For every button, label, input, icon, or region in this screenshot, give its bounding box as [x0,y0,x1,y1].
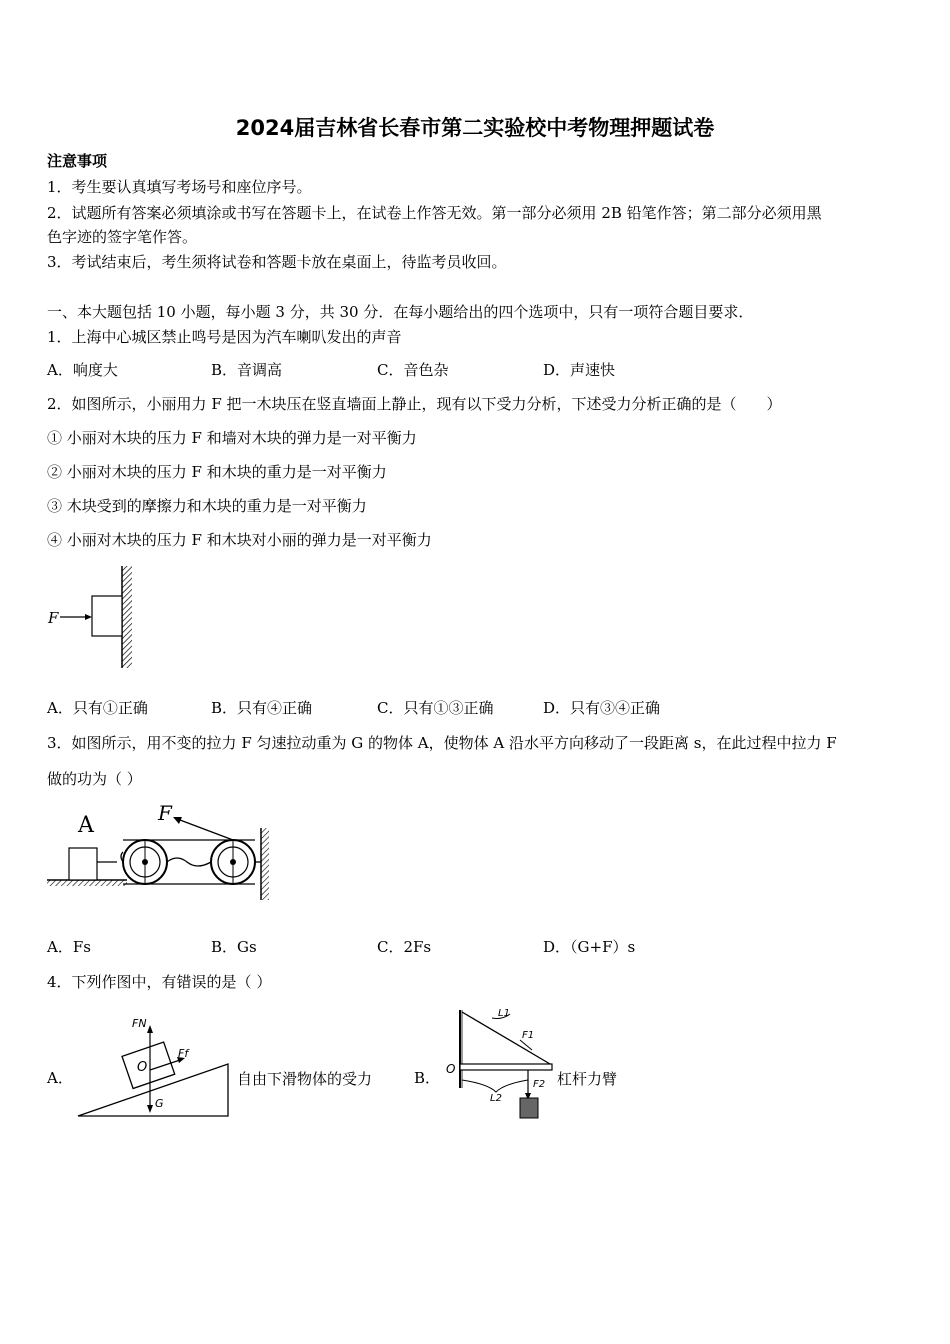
q2-statement-3: ③ 木块受到的摩擦力和木块的重力是一对平衡力 [47,497,367,515]
notice-item-1: 1．考生要认真填写考场号和座位序号。 [47,178,312,196]
section-1-heading: 一、本大题包括 10 小题，每小题 3 分，共 30 分．在每小题给出的四个选项中，只有一项符合题目要求． [47,303,754,321]
wall-hatch [261,828,269,900]
q2-statement-4: ④ 小丽对木块的压力 F 和木块对小丽的弹力是一对平衡力 [47,531,432,549]
q2-statement-2: ② 小丽对木块的压力 F 和木块的重力是一对平衡力 [47,463,387,481]
q4-b-l2-label: L2 [490,1093,502,1104]
q2-figure-f-label: F [48,609,59,627]
notice-item-2a: 2．试题所有答案必须填涂或书写在答题卡上，在试卷上作答无效。第一部分必须用 2B 铅笔作答；第二部分必须用黑 [47,204,822,222]
q4-a-g-label: G [155,1097,164,1110]
lever-string [462,1012,550,1064]
q4-a-ff-label: Ff [178,1047,189,1060]
q4-figure-b [448,1008,558,1124]
hanging-weight [520,1098,538,1118]
q2-option-b: B．只有④正确 [211,699,313,717]
q2-statement-1: ① 小丽对木块的压力 F 和墙对木块的弹力是一对平衡力 [47,429,417,447]
q3-option-a: A．Fs [47,938,91,956]
block-a [69,848,97,880]
notice-item-3: 3．考试结束后，考生须将试卷和答题卡放在桌面上，待监考员收回。 [47,253,507,271]
wall-hatch [122,566,132,668]
q4-b-f2-label: F2 [533,1079,546,1090]
q2-stem: 2．如图所示，小丽用力 F 把一木块压在竖直墙面上静止，现有以下受力分析，下述受力分析正确的是（ ） [47,395,782,413]
q3-stem-2: 做的功为（ ） [47,770,142,788]
q4-option-a-caption: 自由下滑物体的受力 [237,1070,373,1088]
wood-block [92,596,122,636]
q1-option-d: D．声速快 [543,361,616,379]
q1-stem: 1．上海中心城区禁止鸣号是因为汽车喇叭发出的声音 [47,328,402,346]
q3-option-d: D．（G+F）s [543,938,636,956]
q4-option-a-label: A． [47,1069,73,1087]
q3-option-b: B．Gs [211,938,257,956]
q3-stem-1: 3．如图所示，用不变的拉力 F 匀速拉动重为 G 的物体 A，使物体 A 沿水平方向移动了一段距离 s，在此过程中拉力 F [47,734,837,752]
q3-figure-a-label: A [78,813,94,838]
q4-stem: 4．下列作图中，有错误的是（ ） [47,973,272,991]
q2-option-d: D．只有③④正确 [543,699,661,717]
q3-figure-f-label: F [158,801,172,825]
q2-option-c: C．只有①③正确 [377,699,494,717]
q1-option-c: C．音色杂 [377,361,449,379]
notice-item-2b: 色字迹的签字笔作答。 [47,228,198,246]
q4-option-b-label: B． [414,1069,441,1087]
q4-option-b-caption: 杠杆力臂 [557,1070,618,1088]
pull-rope [180,820,233,840]
lever-bar [460,1064,552,1070]
q2-option-a: A．只有①正确 [47,699,148,717]
q4-figure-a [74,1016,234,1122]
ground-hatch [47,880,127,886]
q4-a-fn-label: FN [132,1017,147,1030]
q4-b-o-label: O [446,1062,456,1076]
q1-option-b: B．音调高 [211,361,283,379]
q4-a-o-label: O [137,1060,148,1075]
q4-b-f1-label: F1 [522,1030,535,1041]
sliding-block [122,1042,175,1088]
q1-option-a: A．响度大 [47,361,118,379]
notice-heading: 注意事项 [47,152,108,170]
q4-b-l1-label: L1 [498,1008,510,1019]
q3-option-c: C．2Fs [377,938,432,956]
page-title: 2024届吉林省长春市第二实验校中考物理押题试卷 [235,116,715,140]
